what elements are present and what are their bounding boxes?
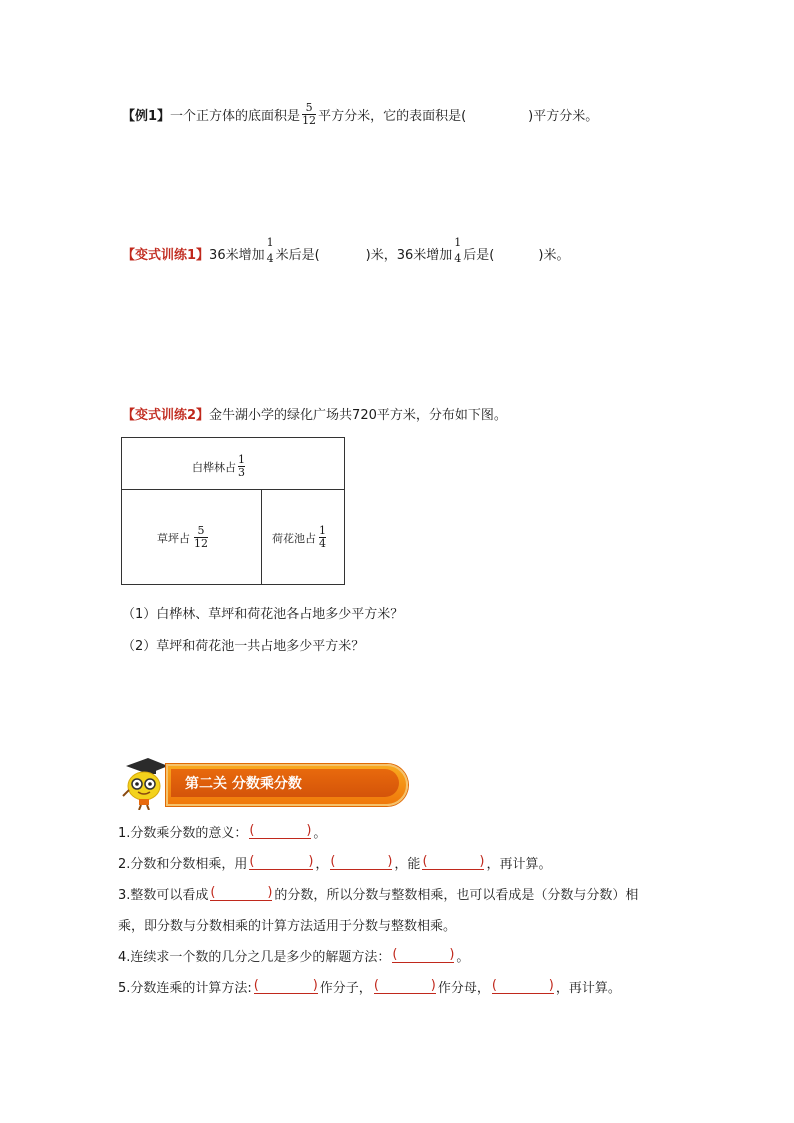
- example-1-text-c: )平方分米。: [528, 109, 599, 124]
- variant-2-tag: 【变式训练2】: [122, 408, 210, 423]
- fraction-numerator: 5: [197, 524, 205, 537]
- answer-blank[interactable]: ( ): [253, 978, 318, 993]
- question-1: （1）白桦林、草坪和荷花池各占地多少平方米？: [122, 607, 404, 622]
- lotus-pond-text: 荷花池占: [272, 531, 316, 545]
- fraction: [194, 525, 208, 550]
- item-5: [118, 977, 621, 996]
- fraction: [454, 236, 461, 265]
- item-2-text-c: ，能: [394, 857, 421, 872]
- fraction-denominator: 4: [319, 537, 326, 550]
- item-5-text-b: 作分子，: [319, 981, 372, 996]
- fraction-denominator: 12: [302, 114, 317, 127]
- fraction-denominator: 3: [238, 466, 245, 479]
- fraction-numerator: 5: [305, 101, 313, 114]
- item-1: [118, 822, 326, 841]
- answer-blank[interactable]: ( ): [249, 823, 312, 838]
- fraction: [238, 454, 245, 479]
- divider: [261, 489, 262, 584]
- fraction-denominator: 12: [194, 537, 208, 550]
- fraction-numerator: 1: [266, 236, 274, 249]
- answer-blank[interactable]: ( ): [422, 854, 485, 869]
- item-2-text-a: 2.分数和分数相乘，用: [118, 857, 248, 872]
- example-1-text-a: 一个正方体的底面积是: [170, 109, 301, 124]
- area-diagram: [121, 437, 345, 585]
- item-5-text-d: ，再计算。: [555, 981, 621, 996]
- lawn-text: 草坪占: [157, 531, 190, 545]
- fraction-numerator: 1: [454, 236, 462, 249]
- fraction: [319, 525, 326, 550]
- lotus-pond-label: [272, 525, 328, 550]
- variant-1-text-d: 后是(: [463, 248, 495, 263]
- fraction: [267, 236, 274, 265]
- fraction-denominator: 4: [454, 252, 462, 265]
- variant-1-text-c: )米，36米增加: [365, 248, 453, 263]
- variant-1-line: [122, 236, 569, 265]
- item-3-continued: 乘，即分数与分数相乘的计算方法适用于分数与整数相乘。: [118, 919, 457, 934]
- variant-1-text-b: 米后是(: [275, 248, 320, 263]
- variant-1-text-a: 36米增加: [209, 248, 265, 263]
- birch-forest-label: [192, 454, 247, 479]
- example-1-text-b: 平方分米，它的表面积是(: [318, 109, 467, 124]
- item-end: 。: [313, 826, 327, 841]
- student-mascot-icon: [120, 756, 170, 810]
- answer-blank[interactable]: ( ): [373, 978, 436, 993]
- item-4: [118, 946, 469, 965]
- birch-forest-text: 白桦林占: [192, 460, 236, 474]
- answer-blank[interactable]: ( ): [210, 885, 273, 900]
- variant-2-line: [122, 404, 507, 423]
- lawn-label: [157, 525, 210, 550]
- section-banner: [166, 764, 408, 806]
- item-4-text: 4.连续求一个数的几分之几是多少的解题方法：: [118, 950, 391, 965]
- item-2-text-b: ，: [315, 857, 329, 872]
- item-3-text-b: 的分数，所以分数与整数相乘，也可以看成是（分数与分数）相: [274, 888, 639, 903]
- answer-blank[interactable]: ( ): [392, 947, 455, 962]
- answer-blank[interactable]: ( ): [330, 854, 393, 869]
- item-3-text-a: 3.整数可以看成: [118, 888, 209, 903]
- variant-2-text: 金牛湖小学的绿化广场共720平方米，分布如下图。: [209, 408, 507, 423]
- example-1-tag: 【例1】: [122, 109, 171, 124]
- variant-1-tag: 【变式训练1】: [122, 248, 210, 263]
- variant-1-text-e: )米。: [538, 248, 570, 263]
- fraction-numerator: 1: [238, 453, 245, 466]
- item-5-text-c: 作分母，: [437, 981, 490, 996]
- item-3: [118, 884, 638, 903]
- fraction: [302, 102, 316, 127]
- item-2: [118, 853, 551, 872]
- example-1-line: [122, 102, 598, 127]
- item-1-text: 1.分数乘分数的意义：: [118, 826, 248, 841]
- item-2-text-d: ，再计算。: [486, 857, 552, 872]
- question-2: （2）草坪和荷花池一共占地多少平方米？: [122, 639, 365, 654]
- item-5-text-a: 5.分数连乘的计算方法:: [118, 981, 252, 996]
- fraction-denominator: 4: [266, 252, 274, 265]
- fraction-numerator: 1: [319, 524, 326, 537]
- section-title: 第二关 分数乘分数: [171, 769, 399, 797]
- item-end: 。: [456, 950, 470, 965]
- answer-blank[interactable]: ( ): [491, 978, 554, 993]
- answer-blank[interactable]: ( ): [249, 854, 314, 869]
- divider: [122, 489, 344, 490]
